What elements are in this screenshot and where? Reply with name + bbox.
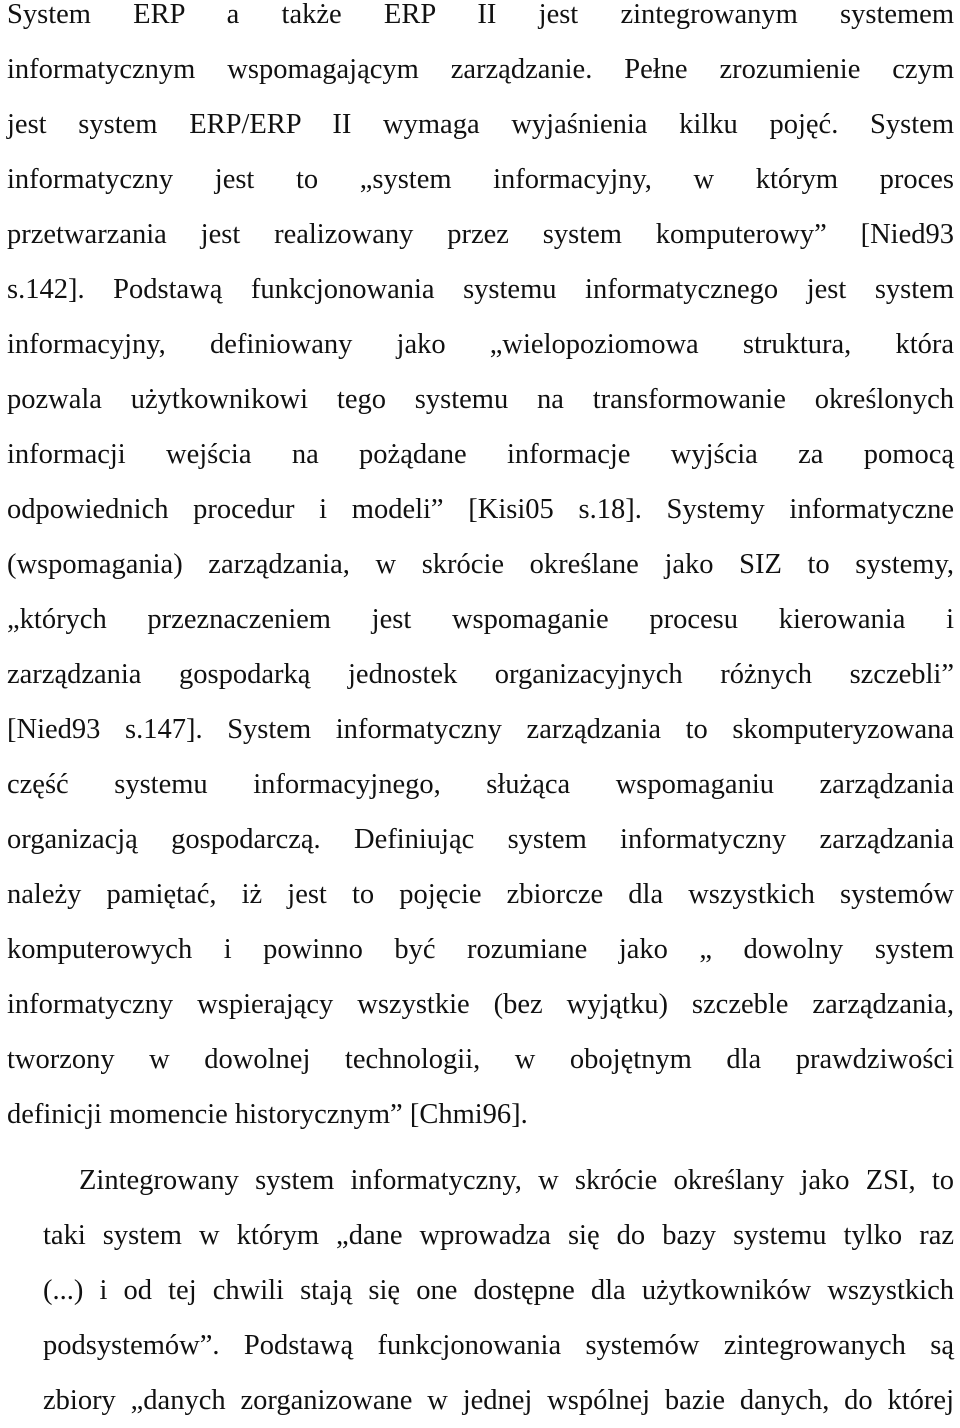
text-line: (wspomagania) zarządzania, w skrócie określane jako SIZ to systemy,	[7, 549, 954, 580]
text-line: informatyczny wspierający wszystkie (bez wyjątku) szczeble zarządzania,	[7, 989, 954, 1020]
text-line: podsystemów”. Podstawą funkcjonowania systemów zintegrowanych są	[43, 1330, 954, 1361]
paragraph-1	[7, 0, 954, 1142]
text-line: zbiory „danych zorganizowane w jednej wspólnej bazie danych, do której	[43, 1385, 954, 1416]
paragraph-2	[7, 1153, 954, 1428]
text-line: komputerowych i powinno być rozumiane jako „ dowolny system	[7, 934, 954, 965]
text-line: [Nied93 s.147]. System informatyczny zarządzania to skomputeryzowana	[7, 714, 954, 745]
text-line: informacyjny, definiowany jako „wielopoziomowa struktura, która	[7, 329, 954, 360]
text-line: zarządzania gospodarką jednostek organizacyjnych różnych szczebli”	[7, 659, 954, 690]
text-line: „których przeznaczeniem jest wspomaganie procesu kierowania i	[7, 604, 954, 635]
text-line: taki system w którym „dane wprowadza się do bazy systemu tylko raz	[43, 1220, 954, 1251]
text-line: pozwala użytkownikowi tego systemu na transformowanie określonych	[7, 384, 954, 415]
text-line: należy pamiętać, iż jest to pojęcie zbiorcze dla wszystkich systemów	[7, 879, 954, 910]
text-line: tworzony w dowolnej technologii, w obojętnym dla prawdziwości	[7, 1044, 954, 1075]
text-line: jest system ERP/ERP II wymaga wyjaśnienia kilku pojęć. System	[7, 109, 954, 140]
text-line: (...) i od tej chwili stają się one dostępne dla użytkowników wszystkich	[43, 1275, 954, 1306]
text-line: przetwarzania jest realizowany przez system komputerowy” [Nied93	[7, 219, 954, 250]
text-line: informatycznym wspomagającym zarządzanie. Pełne zrozumienie czym	[7, 54, 954, 85]
text-line: informatyczny jest to „system informacyjny, w którym proces	[7, 164, 954, 195]
text-line: definicji momencie historycznym” [Chmi96].	[7, 1099, 528, 1130]
text-line: informacji wejścia na pożądane informacje wyjścia za pomocą	[7, 439, 954, 470]
text-line: Zintegrowany system informatyczny, w skrócie określany jako ZSI, to	[79, 1165, 954, 1196]
text-line: organizacją gospodarczą. Definiując system informatyczny zarządzania	[7, 824, 954, 855]
text-line: część systemu informacyjnego, służąca wspomaganiu zarządzania	[7, 769, 954, 800]
text-line: System ERP a także ERP II jest zintegrowanym systemem	[7, 0, 954, 30]
text-line: odpowiednich procedur i modeli” [Kisi05 s.18]. Systemy informatyczne	[7, 494, 954, 525]
text-line: s.142]. Podstawą funkcjonowania systemu informatycznego jest system	[7, 274, 954, 305]
